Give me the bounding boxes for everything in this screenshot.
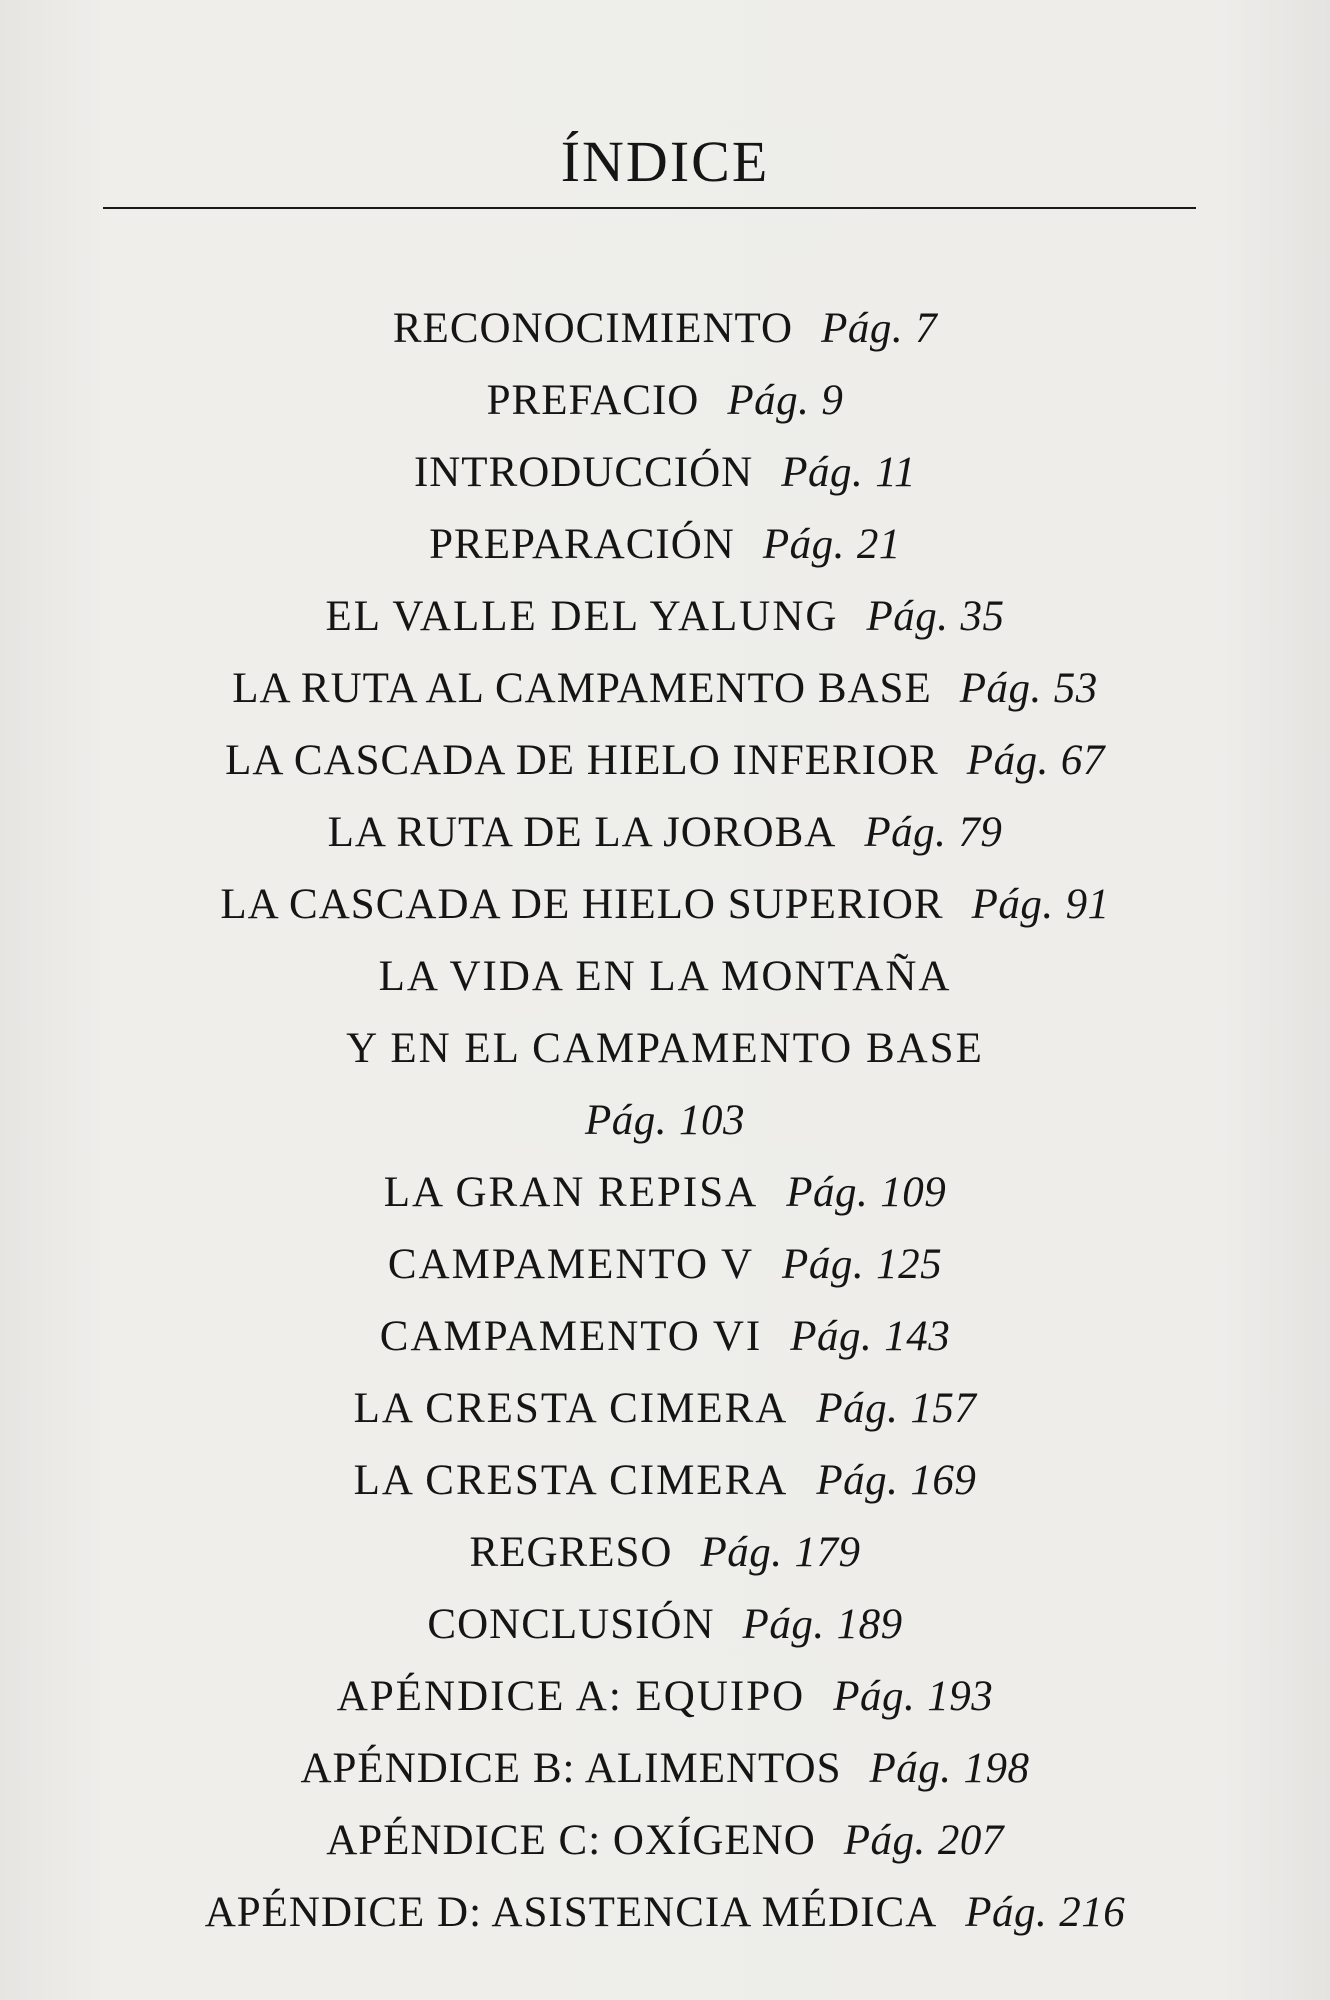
toc-entry-label: LA CASCADA DE HIELO INFERIOR [225,737,939,784]
toc-entry-label: CAMPAMENTO VI [379,1313,763,1360]
toc-entry-page: Pág. 53 [959,665,1098,712]
toc-entry-label: LA CRESTA CIMERA [353,1457,789,1504]
toc-entry-label: PREPARACIÓN [429,521,735,568]
page-number: 179 [794,1529,861,1576]
page-number: 67 [1060,737,1105,784]
toc-entry-label: APÉNDICE B: ALIMENTOS [300,1745,842,1792]
toc-entry [0,365,1330,437]
toc-entry-page: Pág. 103 [584,1097,746,1144]
toc-entry [0,509,1330,581]
toc-entry-label: LA RUTA DE LA JOROBA [327,809,837,856]
toc-entry [0,1805,1330,1877]
toc-entry [0,1733,1330,1805]
toc-entry-page: Pág. 189 [742,1601,903,1648]
toc-entry [0,293,1330,365]
table-of-contents [0,293,1330,1949]
page-number: 207 [937,1817,1004,1864]
page-number: 189 [836,1601,903,1648]
toc-entry-label: REGRESO [469,1529,673,1576]
page-number: 21 [856,521,901,568]
toc-entry [0,1445,1330,1517]
toc-entry [0,1373,1330,1445]
page-number: 79 [958,809,1003,856]
toc-entry-page: Pág. 109 [786,1169,947,1216]
toc-entry-label: LA CASCADA DE HIELO SUPERIOR [220,881,944,928]
toc-entry [0,1013,1330,1085]
toc-entry-page: Pág. 216 [965,1889,1126,1936]
toc-entry-page: Pág. 179 [700,1529,861,1576]
toc-entry [0,653,1330,725]
page-number: 35 [960,593,1005,640]
toc-entry-page: Pág. 11 [781,449,917,496]
toc-entry-page: Pág. 169 [816,1457,977,1504]
toc-entry-page: Pág. 157 [816,1385,977,1432]
toc-entry-label: LA GRAN REPISA [383,1169,759,1216]
page-title: ÍNDICE [560,129,770,194]
toc-entry [0,869,1330,941]
toc-entry [0,1589,1330,1661]
page-number: 11 [875,449,917,496]
toc-entry-label: APÉNDICE A: EQUIPO [336,1673,806,1720]
toc-entry-page: Pág. 21 [762,521,901,568]
toc-entry [0,437,1330,509]
page-number: 193 [927,1673,994,1720]
toc-entry-page: Pág. 35 [866,593,1005,640]
toc-entry-label: PREFACIO [486,377,700,424]
page-number: 109 [880,1169,947,1216]
toc-entry-page: Pág. 193 [833,1673,994,1720]
toc-entry [0,1301,1330,1373]
toc-entry-label: EL VALLE DEL YALUNG [325,593,839,640]
toc-entry-page: Pág. 125 [782,1241,943,1288]
page-number: 157 [910,1385,977,1432]
toc-entry [0,1877,1330,1949]
toc-entry-page: Pág. 143 [790,1313,951,1360]
page-number: 143 [884,1313,951,1360]
toc-entry-label: Y EN EL CAMPAMENTO BASE [346,1025,984,1072]
title-rule [103,207,1196,209]
toc-entry [0,941,1330,1013]
toc-entry [0,797,1330,869]
toc-entry-label: APÉNDICE C: OXÍGENO [326,1817,816,1864]
page-number: 169 [910,1457,977,1504]
toc-entry-label: INTRODUCCIÓN [413,449,754,496]
toc-entry-label: RECONOCIMIENTO [392,305,794,352]
toc-entry-label: LA VIDA EN LA MONTAÑA [378,953,952,1000]
toc-entry-label: LA CRESTA CIMERA [353,1385,789,1432]
toc-entry-label: APÉNDICE D: ASISTENCIA MÉDICA [204,1889,938,1936]
toc-entry-page: Pág. 79 [864,809,1003,856]
toc-entry-page: Pág. 207 [843,1817,1004,1864]
page-number: 198 [963,1745,1030,1792]
page-number: 125 [876,1241,943,1288]
toc-entry-label: CAMPAMENTO V [387,1241,755,1288]
toc-entry-page: Pág. 9 [727,377,844,424]
toc-entry [0,725,1330,797]
page-number: 216 [1059,1889,1126,1936]
toc-entry-page: Pág. 67 [966,737,1105,784]
toc-entry [0,1085,1330,1157]
toc-entry [0,1229,1330,1301]
page-number: 9 [821,377,844,424]
toc-entry [0,581,1330,653]
page-number: 53 [1053,665,1098,712]
toc-entry-page: Pág. 7 [821,305,938,352]
toc-entry-page: Pág. 198 [869,1745,1030,1792]
page-number: 91 [1065,881,1110,928]
toc-entry [0,1661,1330,1733]
page-number: 7 [915,305,938,352]
page-number: 103 [679,1097,746,1144]
toc-entry-label: LA RUTA AL CAMPAMENTO BASE [232,665,932,712]
toc-entry [0,1157,1330,1229]
toc-entry-page: Pág. 91 [971,881,1110,928]
toc-entry-label: CONCLUSIÓN [427,1601,715,1648]
toc-entry [0,1517,1330,1589]
